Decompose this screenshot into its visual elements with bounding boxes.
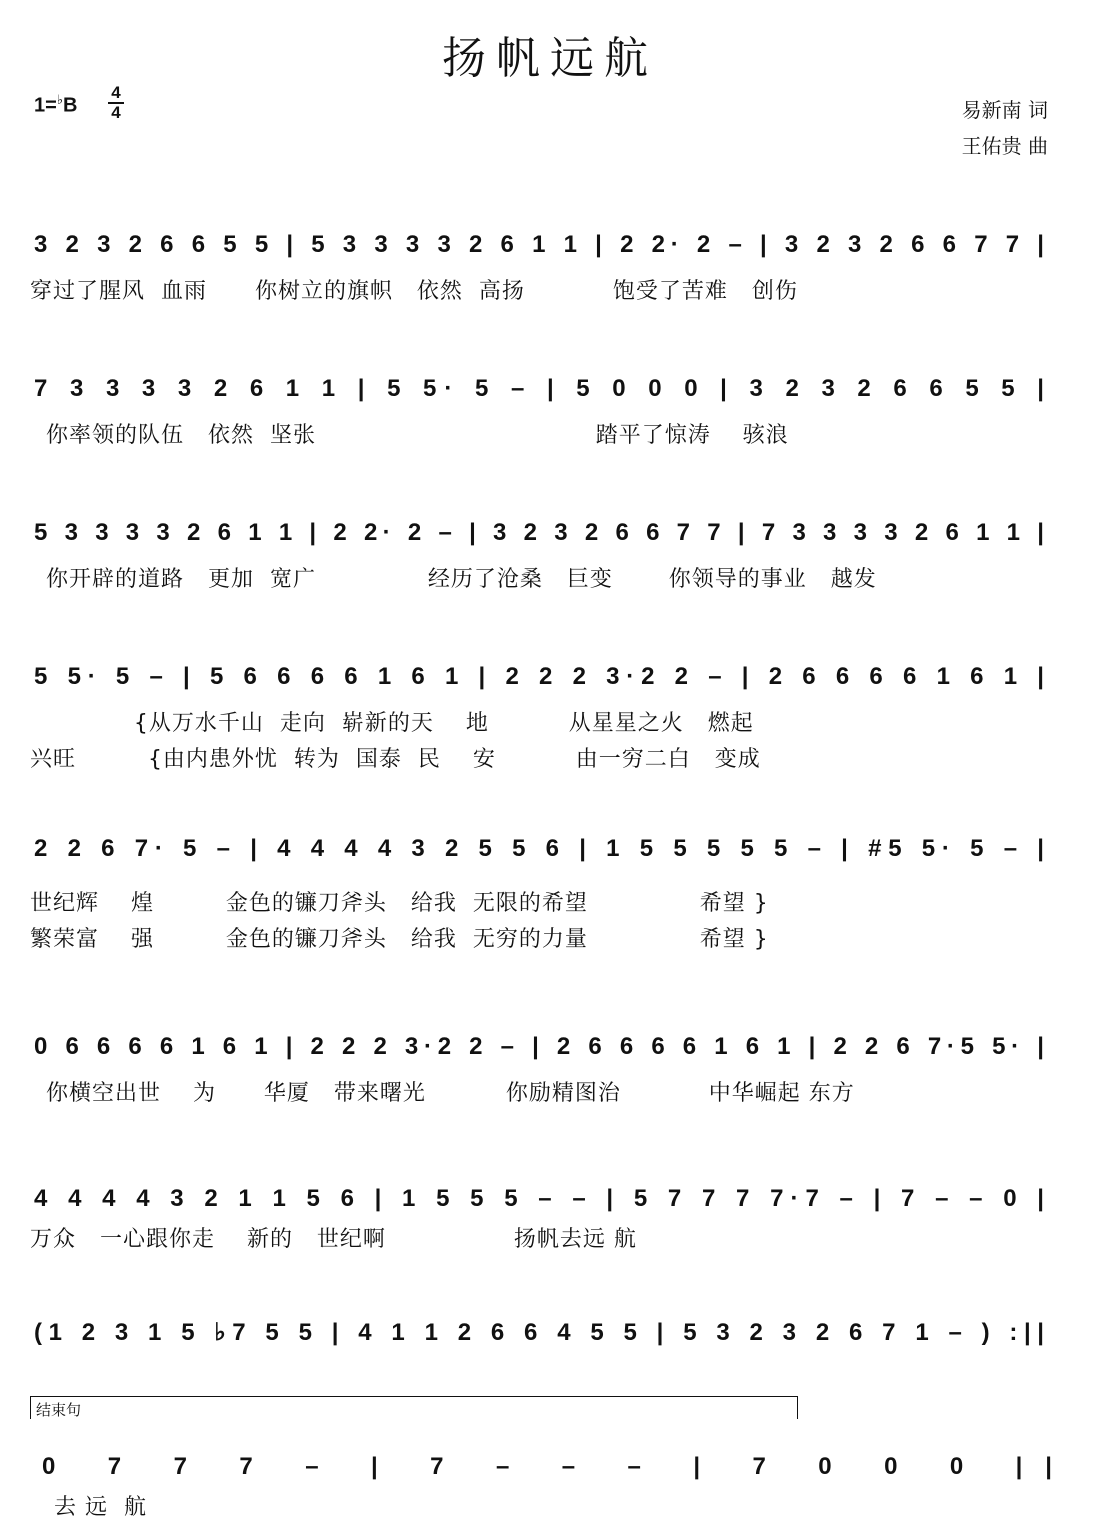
lyricist: 易新南 词 [961, 98, 1048, 122]
song-title: 扬帆远航 [442, 33, 658, 84]
svg-text:5 3 3 3 3 2 6 1 1 | 2 2· 2 –: 5 3 3 3 3 2 6 1 1 | 2 2· 2 – | 3 2 3 2 6 6 7 7 | 7 3 3 3 3 2 6 1 1 | [34, 519, 1044, 546]
score-system-6 [30, 998, 1060, 1106]
credits [962, 92, 1048, 164]
lyric-line: 兴旺 {由内患外忧 转为 国泰 民 安 由一穷二白 变成 [30, 747, 761, 772]
notation-row-9 [30, 1418, 1060, 1490]
score-system-3 [30, 484, 1060, 592]
meter-top: 4 [111, 83, 121, 102]
notation-row-8 [30, 1284, 1060, 1356]
lyric-line: 你开辟的道路 更加 宽广 经历了沧桑 巨变 你领导的事业 越发 [30, 567, 877, 592]
svg-text:2 2 6 7· 5 – | 4 4 4 4 3 2 5: 2 2 6 7· 5 – | 4 4 4 4 3 2 5 5 6 | 1 5 5 5 5 5 – | #5 5· 5 – | [34, 835, 1045, 862]
meter-bottom: 4 [111, 103, 121, 122]
svg-text:0 6 6 6 6 1 6 1 | 2 2 2 3·2 2: 0 6 6 6 6 1 6 1 | 2 2 2 3·2 2 – | 2 6 6 6 6 1 6 1 | 2 2 6 7·5 5· | [34, 1033, 1044, 1060]
composer: 王佑贵 曲 [961, 134, 1048, 158]
svg-text:4 4 4 4 3 2 1 1 5 6 | 1 5 5 5: 4 4 4 4 3 2 1 1 5 6 | 1 5 5 5 – – | 5 7 7 7 7·7 – | 7 – – 0 | [34, 1185, 1044, 1212]
svg-text:3 2 3 2 6 6 5 5 | 5 3 3 3 3 2: 3 2 3 2 6 6 5 5 | 5 3 3 3 3 2 6 1 1 | 2 2· 2 – | 3 2 3 2 6 6 7 7 | [34, 231, 1044, 258]
notation-row-1 [30, 196, 1060, 268]
score-system-9 [30, 1418, 1060, 1520]
lyric-line: 万众 一心跟你走 新的 世纪啊 扬帆去远 航 [30, 1227, 637, 1252]
svg-text:7 3 3 3 3 2 6 1 1 | 5 5· 5 –: 7 3 3 3 3 2 6 1 1 | 5 5· 5 – | 5 0 0 0 | 3 2 3 2 6 6 5 5 | [34, 375, 1045, 402]
lyric-line: 去 远 航 [30, 1495, 147, 1520]
score-system-5 [30, 800, 1060, 952]
notation-row-3 [30, 484, 1060, 556]
lyric-line: 穿过了腥风 血雨 你树立的旗帜 依然 高扬 饱受了苦难 创伤 [30, 279, 798, 304]
score-system-4 [30, 628, 1060, 772]
score-system-7 [30, 1150, 1060, 1252]
notation-row-5 [30, 800, 1060, 872]
lyric-line: 你横空出世 为 华厦 带来曙光 你励精图治 中华崛起 东方 [30, 1081, 855, 1106]
score-system-2 [30, 340, 1060, 448]
key-signature: 1=♭B [34, 92, 78, 117]
coda-bracket [30, 1396, 798, 1419]
score-system-8 [30, 1284, 1060, 1356]
svg-text:5 5· 5 – | 5 6 6 6 6 1 6 1 |: 5 5· 5 – | 5 6 6 6 6 1 6 1 | 2 2 2 3·2 2 – | 2 6 6 6 6 1 6 1 | [34, 663, 1045, 690]
lyric-line: {从万水千山 走向 崭新的天 地 从星星之火 燃起 [30, 711, 754, 736]
notation-row-4 [30, 628, 1060, 700]
coda-label: 结束句 [36, 1401, 82, 1419]
score-system-1 [30, 196, 1060, 304]
notation-row-6 [30, 998, 1060, 1070]
notation-row-7 [30, 1150, 1060, 1222]
lyric-line: 繁荣富 强 金色的镰刀斧头 给我 无穷的力量 希望 } [30, 927, 769, 952]
lyric-line: 世纪辉 煌 金色的镰刀斧头 给我 无限的希望 希望 } [30, 891, 769, 916]
svg-text:(1 2 3 1 5 ♭7 5 5 | 4 1 1 2 6: (1 2 3 1 5 ♭7 5 5 | 4 1 1 2 6 6 4 5 5 | 5 3 2 3 2 6 7 1 – ) :|| [34, 1319, 1045, 1346]
notation-row-2 [30, 340, 1060, 412]
time-signature [106, 84, 126, 122]
svg-text:0 7 7 7 – | 7 – – – | 7 0 0 0: 0 7 7 7 – | 7 – – – | 7 0 0 0 || [42, 1453, 1052, 1480]
lyric-line: 你率领的队伍 依然 坚张 踏平了惊涛 骇浪 [30, 423, 789, 448]
